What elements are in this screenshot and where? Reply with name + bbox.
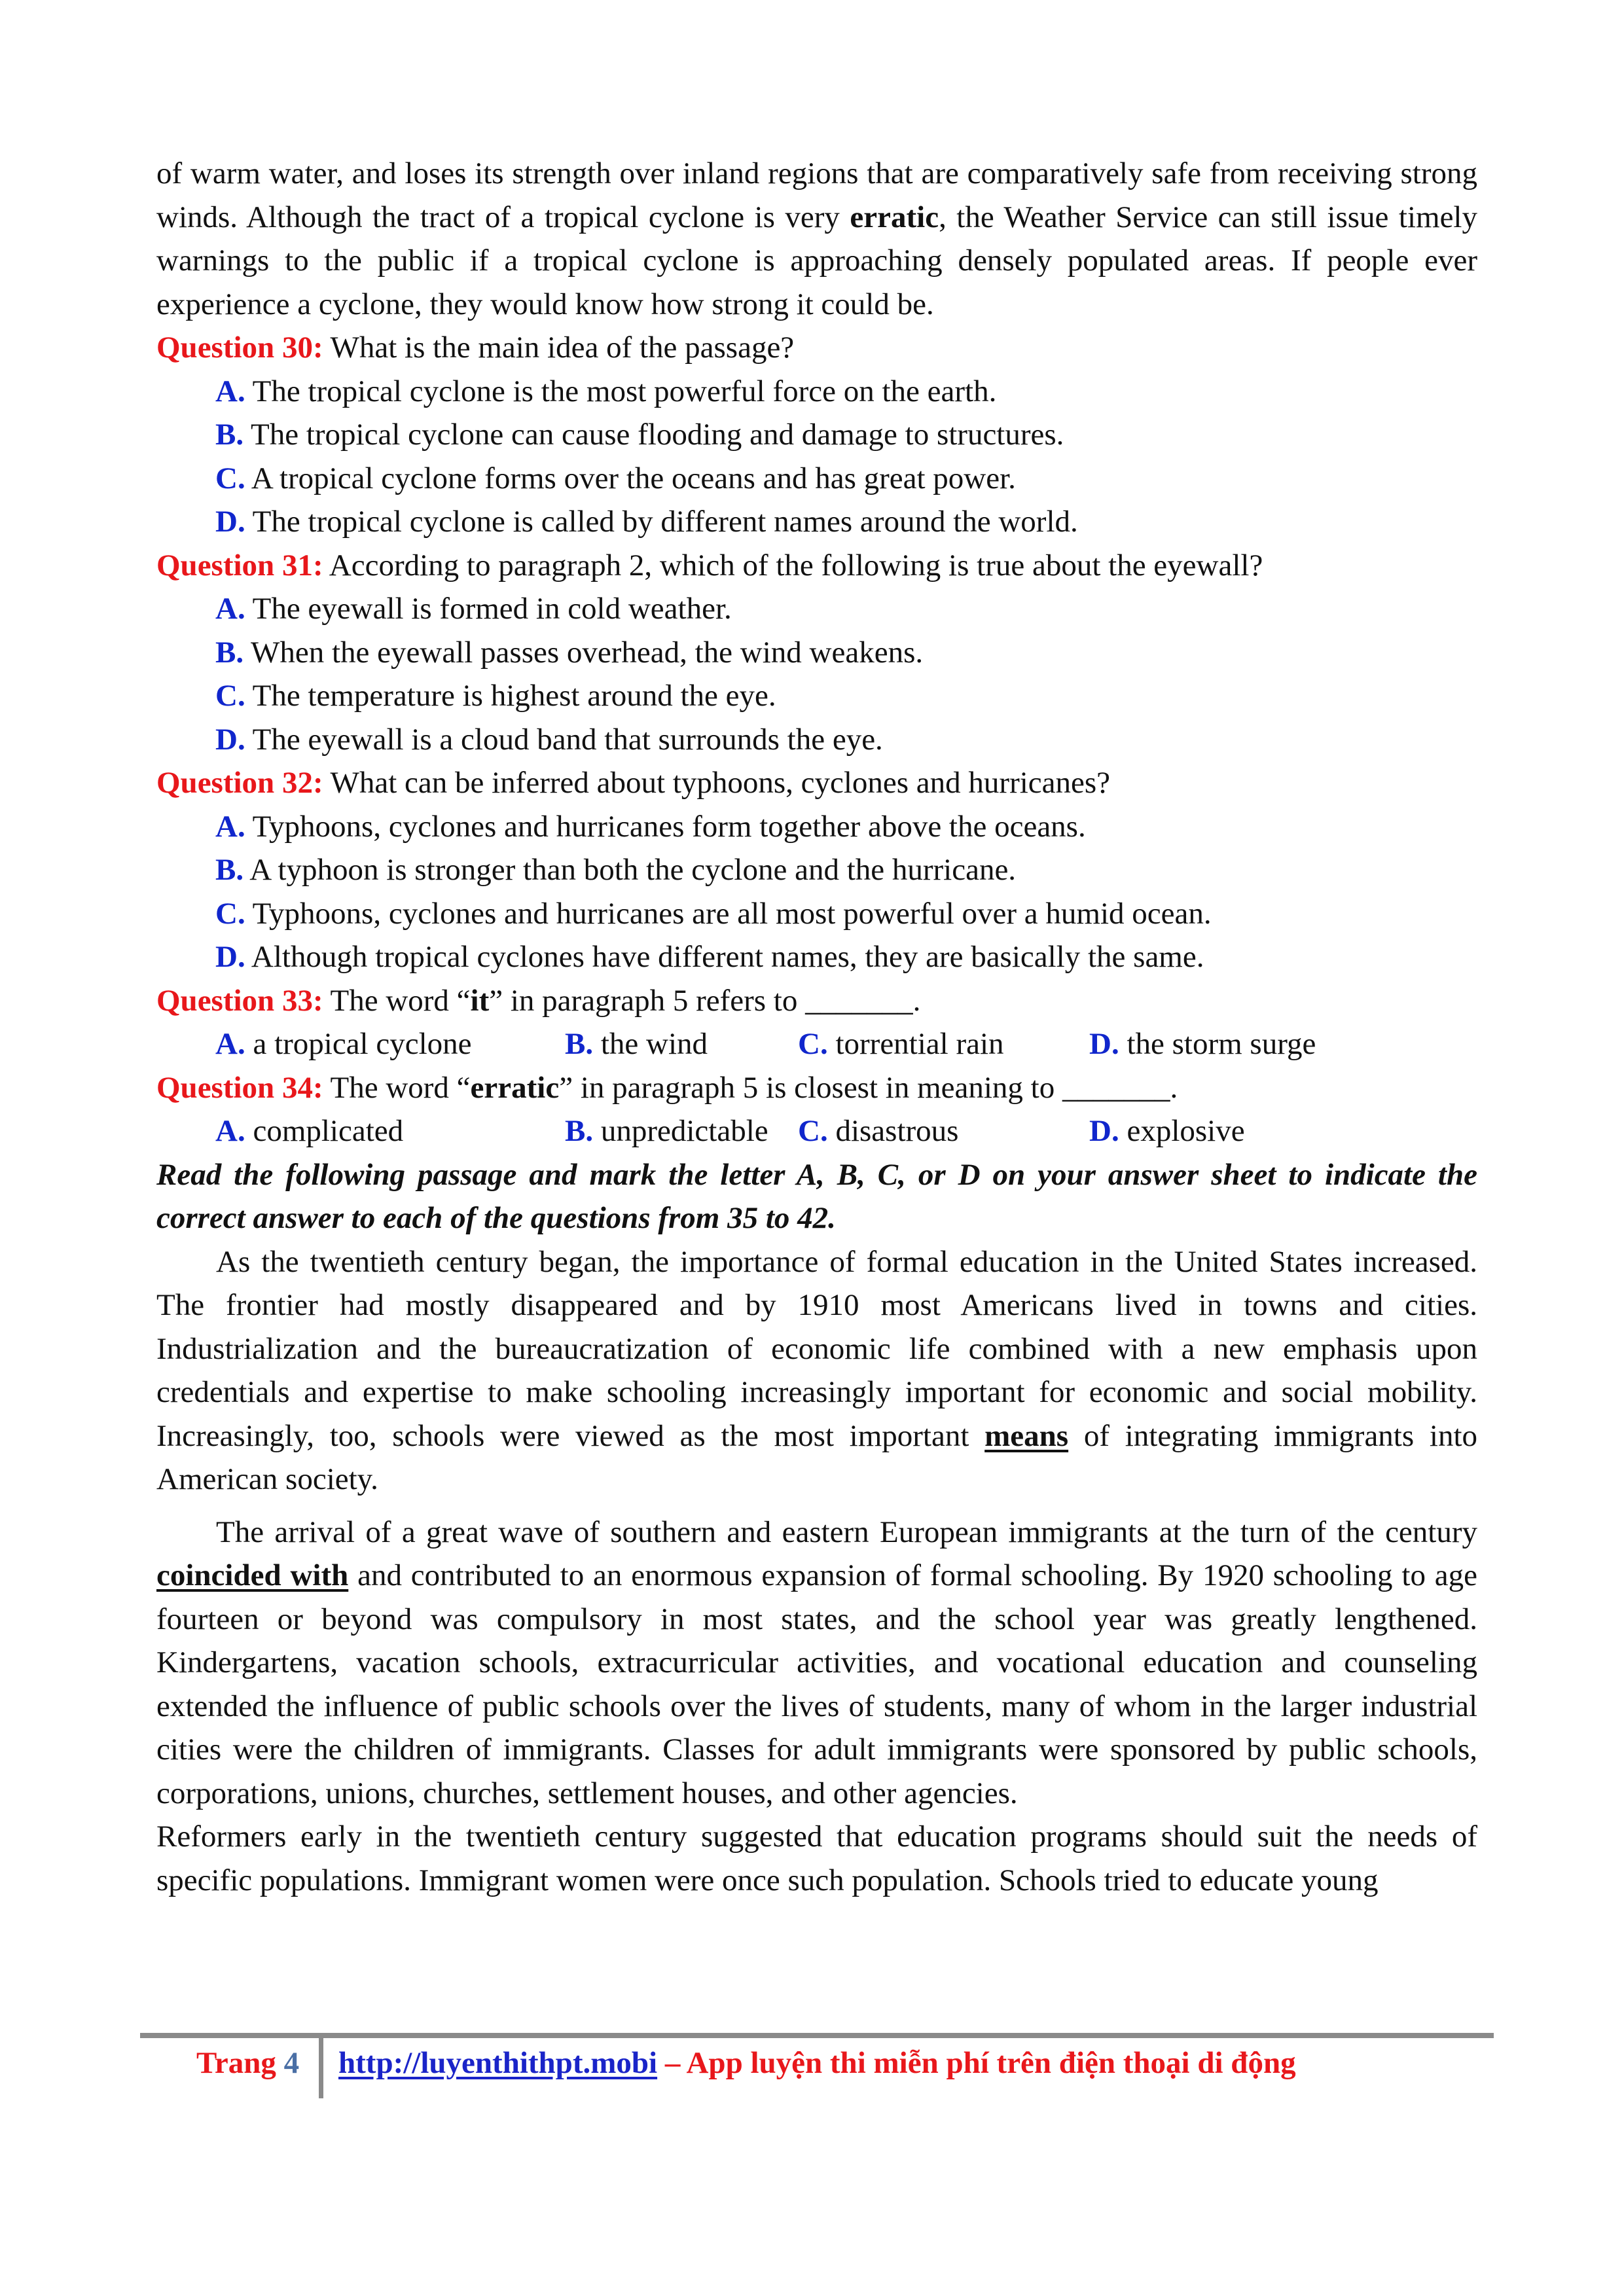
option-33-d[interactable]: D. the storm surge — [1089, 1027, 1316, 1061]
bold-word-erratic: erratic — [850, 200, 939, 234]
passage-end-paragraph: of warm water, and loses its strength over inland regions that are comparatively safe from receiving strong winds. Although the tract of a tropical cyclone is very erratic, the Weather Service can still issue timely warnings to the public if a tropical cyclone is approaching densely populated areas. If people ever experience a cyclone, they would know how strong it could be. — [156, 156, 1477, 321]
option-30-c[interactable]: C. A tropical cyclone forms over the oceans and has great power. — [215, 461, 1016, 495]
footer-text — [338, 2037, 1296, 2089]
question-30 — [156, 326, 1477, 370]
option-30-d[interactable]: D. The tropical cyclone is called by different names around the world. — [215, 505, 1078, 539]
option-34-c[interactable]: C. disastrous — [798, 1114, 959, 1148]
question-31 — [156, 544, 1477, 588]
passage-paragraph-2: The arrival of a great wave of southern and eastern European immigrants at the turn of the century coincided with and contributed to an enormous expansion of formal schooling. By 1920 schooling to age fourteen or beyond was compulsory in most states, and the school year was greatly lengthened. Kindergartens, vacation schools, extracurricular activities, and vocational education and counseling extended the influence of public schools over the lives of students, many of whom in the larger industrial cities were the children of immigrants. Classes for adult immigrants were sponsored by public schools, corporations, unions, churches, settlement houses, and other agencies. — [156, 1515, 1477, 1810]
option-31-c[interactable]: C. The temperature is highest around the eye. — [215, 679, 776, 713]
option-30-b[interactable]: B. The tropical cyclone can cause flooding and damage to structures. — [215, 418, 1064, 452]
target-word: it — [470, 983, 490, 1018]
option-32-a[interactable]: A. Typhoons, cyclones and hurricanes form together above the oceans. — [215, 809, 1086, 844]
option-31-d[interactable]: D. The eyewall is a cloud band that surrounds the eye. — [215, 722, 883, 757]
option-33-c[interactable]: C. torrential rain — [798, 1027, 1004, 1061]
option-30-a[interactable]: A. The tropical cyclone is the most powerful force on the earth. — [215, 374, 997, 408]
question-label: Question 34: — [156, 1070, 323, 1105]
option-34-d[interactable]: D. explosive — [1089, 1114, 1245, 1148]
options-33 — [156, 1022, 1477, 1066]
question-label: Question 30: — [156, 331, 323, 365]
option-34-a[interactable]: A. complicated — [215, 1114, 404, 1148]
option-34-b[interactable]: B. unpredictable — [565, 1114, 768, 1148]
question-32 — [156, 761, 1477, 805]
option-33-b[interactable]: B. the wind — [565, 1027, 708, 1061]
question-34: Question 34: The word “erratic” in paragraph 5 is closest in meaning to _______. — [156, 1070, 1178, 1105]
question-label: Question 33: — [156, 983, 323, 1018]
page-content — [156, 152, 1477, 1902]
passage-paragraph-3: Reformers early in the twentieth century suggested that education programs should suit the needs of specific populations. Immigrant women were once such population. Schools tried to educate young — [156, 1820, 1477, 1897]
question-text: What can be inferred about typhoons, cyclones and hurricanes? — [330, 766, 1111, 800]
footer-tagline: – App luyện thi miễn phí trên điện thoại di động — [657, 2046, 1296, 2080]
option-32-d[interactable]: D. Although tropical cyclones have different names, they are basically the same. — [215, 940, 1204, 974]
footer-separator — [319, 2038, 323, 2098]
highlighted-word-means: means — [984, 1418, 1069, 1453]
highlighted-phrase-coincided-with: coincided with — [156, 1558, 349, 1592]
question-label: Question 31: — [156, 548, 323, 583]
question-text: What is the main idea of the passage? — [330, 331, 795, 365]
question-33: Question 33: The word “it” in paragraph 5 refers to _______. — [156, 983, 921, 1018]
passage-paragraph-1: As the twentieth century began, the importance of formal education in the United States increased. The frontier had mostly disappeared and by 1910 most Americans lived in towns and cities. Industrialization and the bureaucratization of economic life combined with a new emphasis upon credentials and expertise to make schooling increasingly important for economic and social mobility. Increasingly, too, schools were viewed as the most important means of integrating immigrants into American society. — [156, 1244, 1478, 1496]
footer-page-number: Trang 4 — [196, 2046, 300, 2080]
options-34 — [156, 1109, 1477, 1153]
question-label: Question 32: — [156, 766, 323, 800]
target-word: erratic — [470, 1070, 560, 1105]
section-instruction: Read the following passage and mark the letter A, B, C, or D on your answer sheet to indicate the correct answer to each of the questions from 35 to 42. — [156, 1157, 1477, 1235]
option-31-b[interactable]: B. When the eyewall passes overhead, the wind weakens. — [215, 635, 924, 670]
option-32-c[interactable]: C. Typhoons, cyclones and hurricanes are all most powerful over a humid ocean. — [215, 896, 1212, 931]
option-33-a[interactable]: A. a tropical cyclone — [215, 1027, 472, 1061]
question-text: According to paragraph 2, which of the following is true about the eyewall? — [329, 548, 1263, 583]
footer-link[interactable]: http://luyenthithpt.mobi — [338, 2046, 658, 2080]
option-31-a[interactable]: A. The eyewall is formed in cold weather. — [215, 592, 732, 626]
option-32-b[interactable]: B. A typhoon is stronger than both the cyclone and the hurricane. — [215, 853, 1017, 887]
